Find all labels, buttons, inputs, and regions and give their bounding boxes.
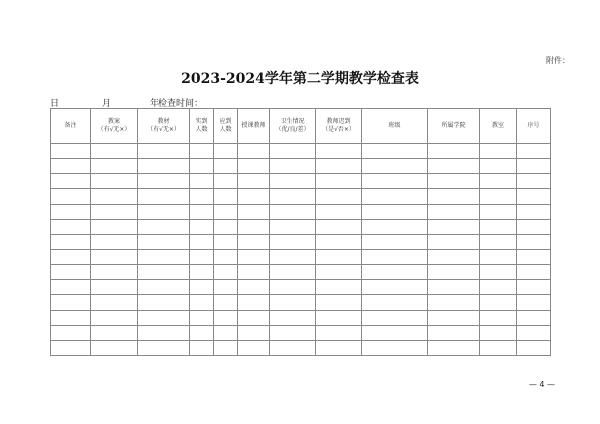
table-cell[interactable] [238,265,270,280]
table-cell[interactable] [428,189,480,204]
table-cell[interactable] [214,265,238,280]
table-cell[interactable] [138,325,190,340]
table-cell[interactable] [517,249,551,264]
table-cell[interactable] [214,310,238,325]
table-cell[interactable] [517,310,551,325]
header-remarks [51,109,91,144]
header-line: 教师迟到 [326,118,351,125]
header-textbook [138,109,190,144]
table-cell[interactable] [480,295,517,310]
table-cell[interactable] [362,189,428,204]
table-cell[interactable] [238,295,270,310]
header-line: （优/良/差） [275,126,310,133]
table-cell[interactable] [91,234,138,249]
table-cell[interactable] [480,249,517,264]
table-cell[interactable] [270,234,316,249]
table-cell[interactable] [316,310,362,325]
table-cell[interactable] [238,174,270,189]
header-line: 人数 [219,126,232,133]
table-cell[interactable] [238,325,270,340]
table-cell[interactable] [480,234,517,249]
table-cell[interactable] [480,204,517,219]
table-cell[interactable] [91,340,138,355]
table-cell[interactable] [480,219,517,234]
table-cell[interactable] [238,249,270,264]
header-expected-count [214,109,238,144]
attachment-label: 附件： [546,56,570,65]
table-cell[interactable] [362,325,428,340]
table-cell[interactable] [51,189,91,204]
table-cell[interactable] [214,249,238,264]
table-header-row [51,109,551,144]
header-line: 教室 [491,122,504,129]
table-cell[interactable] [428,174,480,189]
table-cell[interactable] [138,234,190,249]
table-cell[interactable] [51,310,91,325]
table-cell[interactable] [428,249,480,264]
table-cell[interactable] [138,295,190,310]
table-cell[interactable] [91,249,138,264]
table-cell[interactable] [362,204,428,219]
table-cell[interactable] [138,189,190,204]
table-cell[interactable] [517,234,551,249]
table-cell[interactable] [270,159,316,174]
table-row [51,204,551,219]
table-cell[interactable] [316,295,362,310]
table-cell[interactable] [270,340,316,355]
table-cell[interactable] [362,219,428,234]
header-line: 实到 [195,118,208,125]
table-cell[interactable] [190,144,214,159]
table-cell[interactable] [316,189,362,204]
header-teacher-late [316,109,362,144]
table-cell[interactable] [428,204,480,219]
table-cell[interactable] [270,249,316,264]
table-cell[interactable] [214,144,238,159]
table-cell[interactable] [428,340,480,355]
table-cell[interactable] [138,249,190,264]
table-cell[interactable] [190,265,214,280]
table-cell[interactable] [138,340,190,355]
table-cell[interactable] [362,265,428,280]
table-cell[interactable] [238,234,270,249]
table-cell[interactable] [91,265,138,280]
table-cell[interactable] [238,189,270,204]
table-row [51,219,551,234]
header-lecturer [238,109,270,144]
header-class-name [362,109,428,144]
page-number: — 4 — [528,380,555,389]
table-cell[interactable] [51,174,91,189]
table-cell[interactable] [362,144,428,159]
header-line: （是√否×） [322,126,355,133]
table-cell[interactable] [91,159,138,174]
inspection-table [50,108,551,356]
table-cell[interactable] [238,144,270,159]
header-college [428,109,480,144]
table-cell[interactable] [316,249,362,264]
table-cell[interactable] [517,340,551,355]
table-cell[interactable] [51,340,91,355]
table-cell[interactable] [51,325,91,340]
table-row [51,265,551,280]
table-cell[interactable] [91,174,138,189]
table-cell[interactable] [517,325,551,340]
table-cell[interactable] [190,310,214,325]
table-cell[interactable] [214,280,238,295]
table-row [51,234,551,249]
header-actual-count [190,109,214,144]
table-cell[interactable] [190,204,214,219]
header-line: 教案 [107,118,120,125]
check-date-day: 日 [50,99,60,109]
table-cell[interactable] [517,265,551,280]
table-cell[interactable] [190,295,214,310]
table-cell[interactable] [214,204,238,219]
table-row [51,144,551,159]
table-cell[interactable] [517,189,551,204]
table-cell[interactable] [362,340,428,355]
table-cell[interactable] [91,310,138,325]
table-cell[interactable] [91,144,138,159]
header-line: 授课教师 [241,122,266,129]
table-cell[interactable] [138,144,190,159]
table-row [51,174,551,189]
table-cell[interactable] [51,144,91,159]
table-cell[interactable] [480,265,517,280]
table-cell[interactable] [428,234,480,249]
table-cell[interactable] [238,340,270,355]
check-date-year: 年 [150,99,160,109]
table-cell[interactable] [480,189,517,204]
table-cell[interactable] [270,174,316,189]
table-cell[interactable] [190,159,214,174]
table-cell[interactable] [238,219,270,234]
table-cell[interactable] [214,174,238,189]
table-cell[interactable] [316,159,362,174]
table-cell[interactable] [362,280,428,295]
header-line: 应到 [219,118,232,125]
table-cell[interactable] [362,174,428,189]
table-cell[interactable] [91,325,138,340]
table-cell[interactable] [480,340,517,355]
table-cell[interactable] [270,280,316,295]
table-row [51,295,551,310]
table-cell[interactable] [270,295,316,310]
table-cell[interactable] [270,144,316,159]
header-line: 卫生情况 [280,118,305,125]
table-cell[interactable] [190,280,214,295]
header-line: （有√无×） [147,126,180,133]
header-hygiene [270,109,316,144]
table-cell[interactable] [91,280,138,295]
table-cell[interactable] [138,204,190,219]
table-cell[interactable] [428,144,480,159]
header-line: （有√无×） [97,126,131,133]
table-cell[interactable] [362,159,428,174]
table-cell[interactable] [214,234,238,249]
table-cell[interactable] [362,295,428,310]
table-cell[interactable] [316,280,362,295]
header-line: 所属学院 [441,122,466,129]
table-cell[interactable] [428,280,480,295]
table-cell[interactable] [270,265,316,280]
table-cell[interactable] [428,265,480,280]
table-cell[interactable] [316,204,362,219]
header-lesson-plan [91,109,138,144]
header-classroom [480,109,517,144]
table-cell[interactable] [428,159,480,174]
header-line: 备注 [64,122,77,129]
table-cell[interactable] [316,144,362,159]
table-cell[interactable] [91,204,138,219]
table-cell[interactable] [51,219,91,234]
check-date-label: 检查时间： [158,99,204,109]
header-line: 班级 [388,122,401,129]
table-cell[interactable] [270,325,316,340]
table-cell[interactable] [480,325,517,340]
header-line: 人数 [195,126,208,133]
table-cell[interactable] [480,174,517,189]
check-date-month: 月 [102,99,112,109]
table-cell[interactable] [238,204,270,219]
table-cell[interactable] [190,174,214,189]
table-row [51,340,551,355]
table-cell[interactable] [428,310,480,325]
table-row [51,159,551,174]
table-cell[interactable] [214,159,238,174]
table-cell[interactable] [190,234,214,249]
header-line: 教材 [157,118,170,125]
table-row [51,249,551,264]
table-cell[interactable] [362,249,428,264]
table-cell[interactable] [214,189,238,204]
table-cell[interactable] [316,219,362,234]
table-cell[interactable] [517,219,551,234]
table-cell[interactable] [316,325,362,340]
table-cell[interactable] [517,280,551,295]
table-cell[interactable] [428,219,480,234]
table-cell[interactable] [480,159,517,174]
table-cell[interactable] [190,340,214,355]
table-cell[interactable] [362,234,428,249]
table-cell[interactable] [190,189,214,204]
table-cell[interactable] [238,310,270,325]
table-cell[interactable] [51,280,91,295]
table-cell[interactable] [238,159,270,174]
table-cell[interactable] [517,159,551,174]
table-cell[interactable] [428,325,480,340]
table-cell[interactable] [51,265,91,280]
table-cell[interactable] [480,310,517,325]
table-cell[interactable] [428,295,480,310]
table-row [51,325,551,340]
table-row [51,310,551,325]
page-title: 2023-2024学年第二学期教学检查表 [181,71,419,87]
table-cell[interactable] [517,144,551,159]
table-cell[interactable] [138,280,190,295]
table-cell[interactable] [316,265,362,280]
table-cell[interactable] [316,340,362,355]
table-cell[interactable] [214,295,238,310]
table-body [51,144,551,356]
table-cell[interactable] [214,325,238,340]
table-row [51,189,551,204]
table-cell[interactable] [316,174,362,189]
table-cell[interactable] [190,249,214,264]
table-cell[interactable] [91,189,138,204]
table-row [51,280,551,295]
table-cell[interactable] [270,310,316,325]
table-cell[interactable] [517,295,551,310]
table-cell[interactable] [138,219,190,234]
table-cell[interactable] [138,265,190,280]
table-cell[interactable] [51,249,91,264]
table-cell[interactable] [270,219,316,234]
table-cell[interactable] [51,295,91,310]
table-cell[interactable] [517,174,551,189]
table-cell[interactable] [51,159,91,174]
table-cell[interactable] [190,219,214,234]
table-cell[interactable] [138,159,190,174]
table-cell[interactable] [190,325,214,340]
table-cell[interactable] [51,234,91,249]
table-cell[interactable] [214,340,238,355]
header-serial [517,109,551,144]
table-cell[interactable] [480,144,517,159]
table-cell[interactable] [214,219,238,234]
table-cell[interactable] [238,280,270,295]
table-cell[interactable] [91,295,138,310]
table-cell[interactable] [480,280,517,295]
table-cell[interactable] [517,204,551,219]
table-cell[interactable] [270,189,316,204]
header-line: 序号 [527,122,540,129]
table-cell[interactable] [51,204,91,219]
table-cell[interactable] [138,310,190,325]
table-cell[interactable] [362,310,428,325]
table-cell[interactable] [316,234,362,249]
table-cell[interactable] [270,204,316,219]
table-cell[interactable] [138,174,190,189]
table-cell[interactable] [91,219,138,234]
